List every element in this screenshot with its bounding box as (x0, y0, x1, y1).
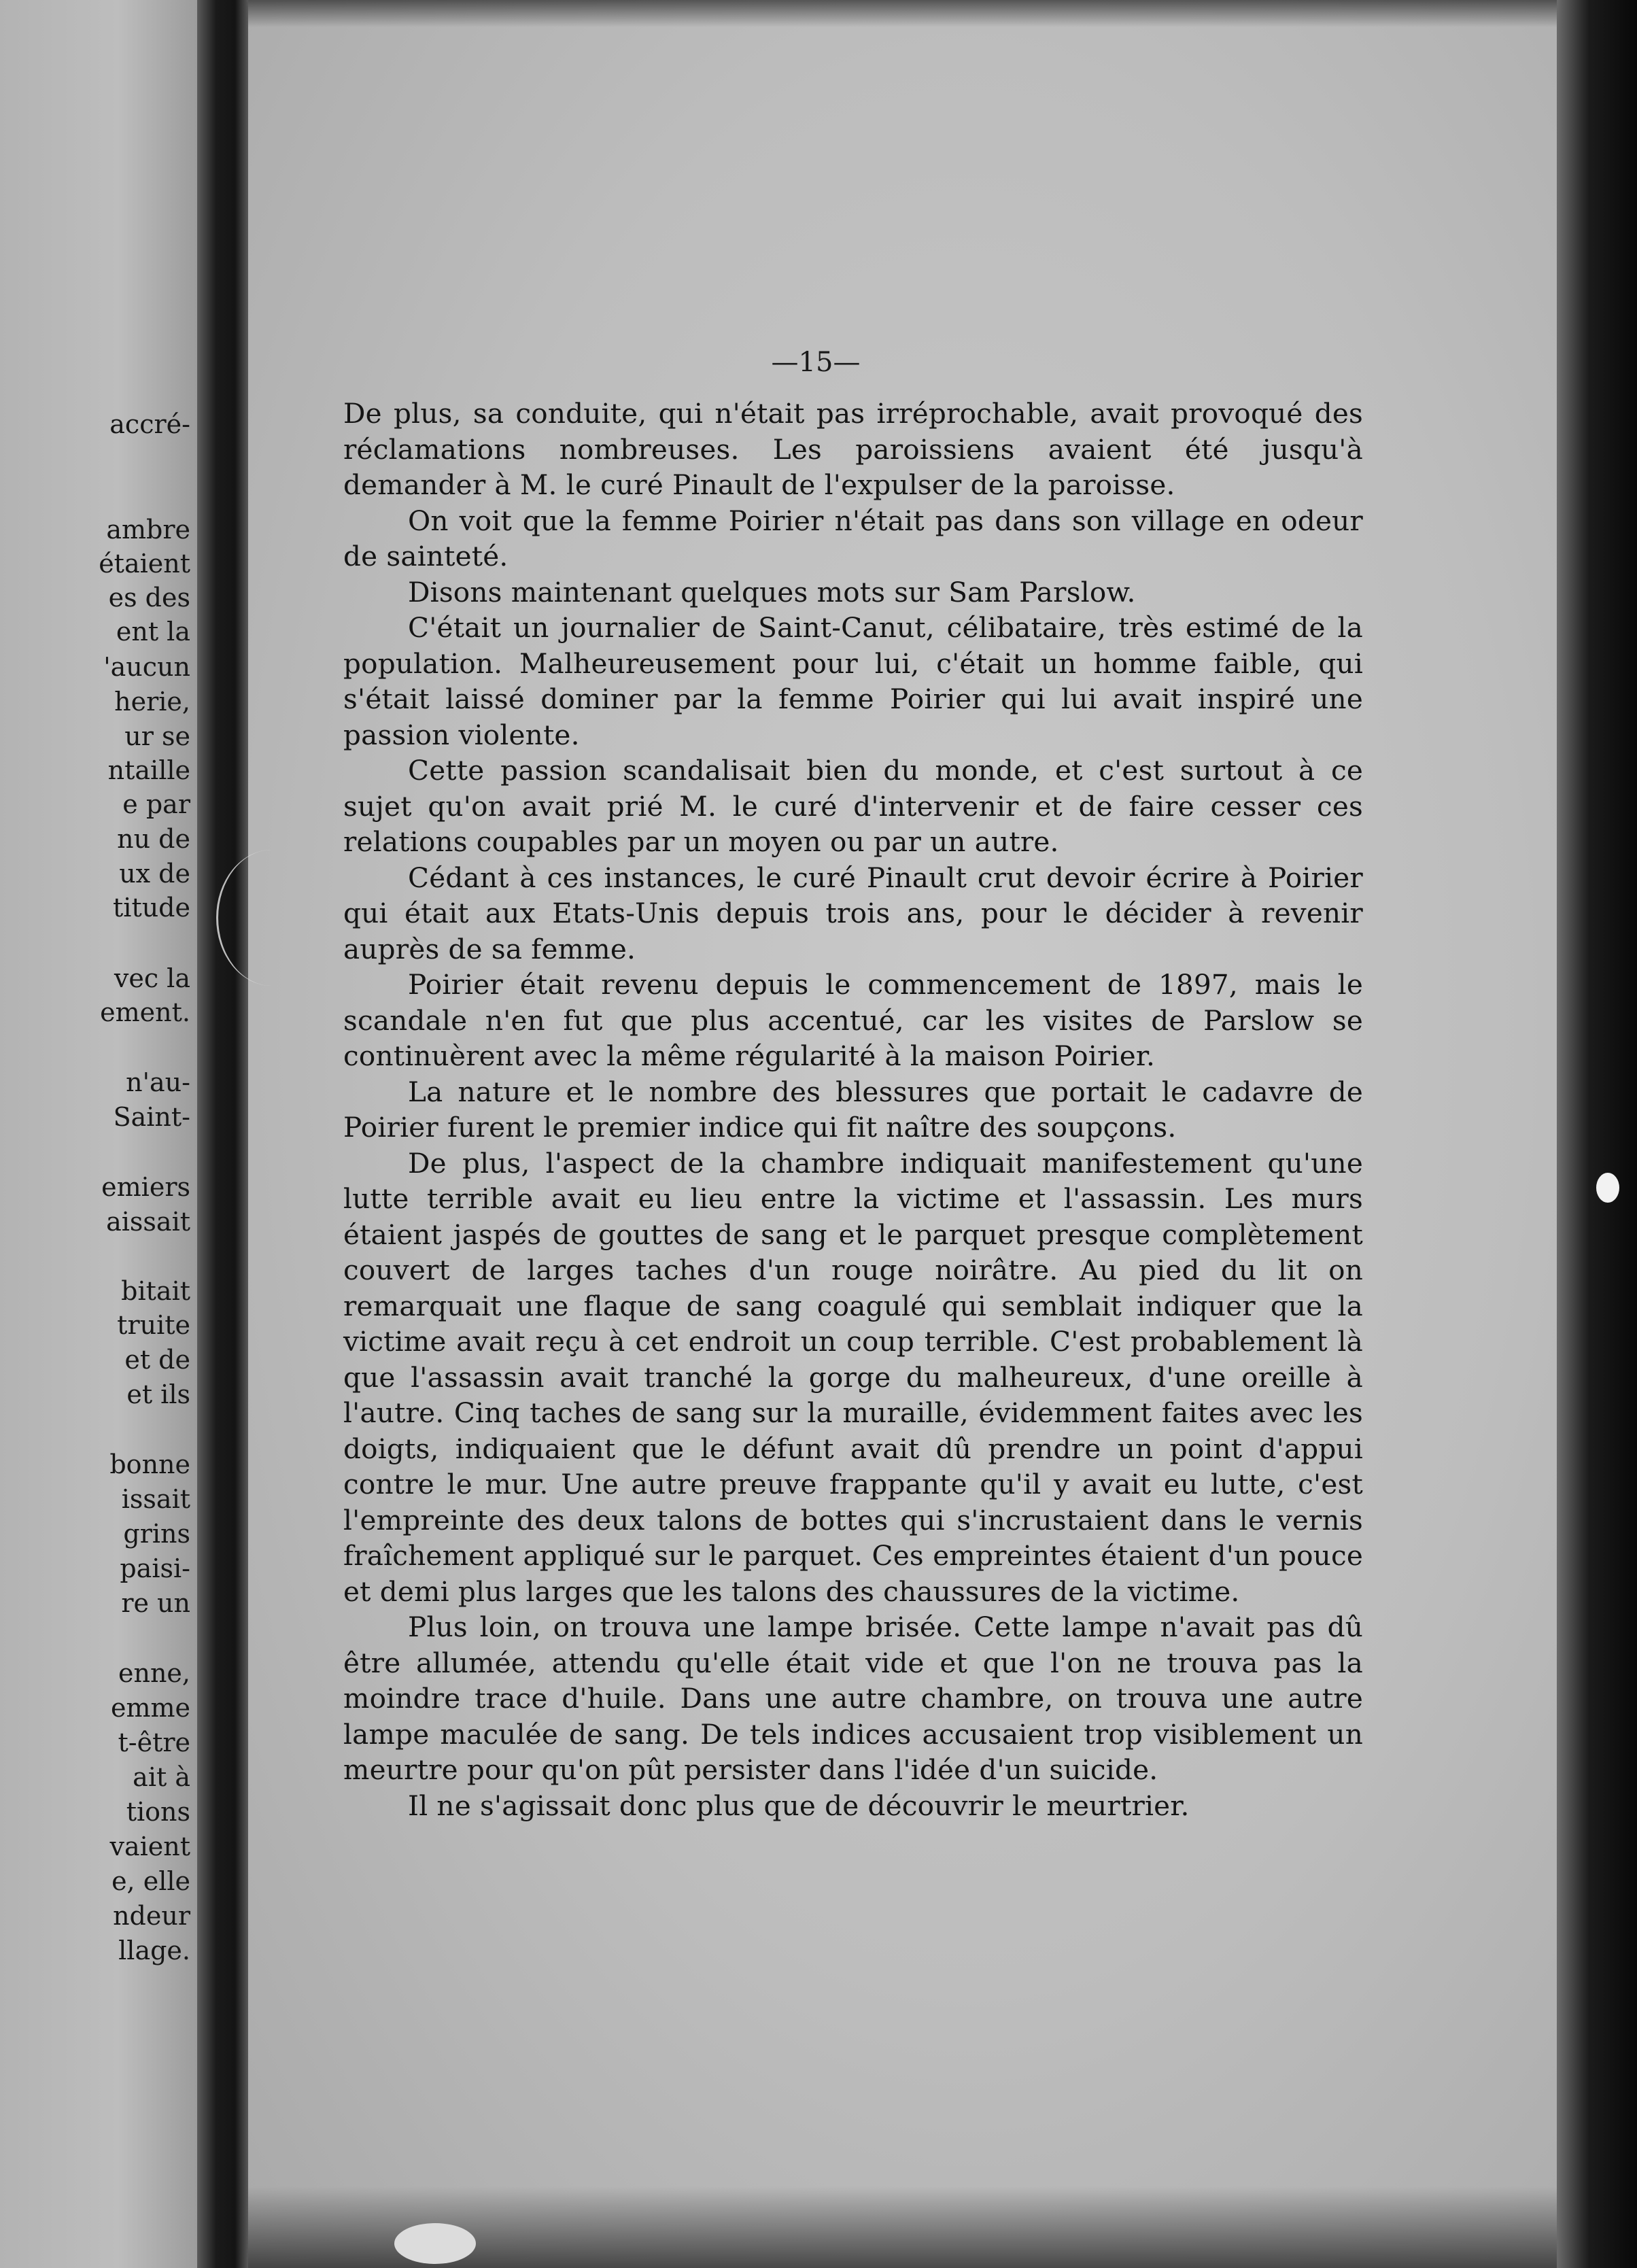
left-fragment: es des (108, 583, 190, 613)
paragraph: Disons maintenant quelques mots sur Sam Parslow. (408, 575, 1136, 608)
paper-blot (394, 2223, 476, 2264)
top-shadow (248, 0, 1557, 27)
left-fragment: Saint- (113, 1102, 190, 1132)
left-fragment: ent la (116, 617, 190, 647)
paragraph: On voit que la femme Poirier n'était pas dans son village en odeur de sainteté. (343, 504, 1363, 572)
left-fragment: ndeur (113, 1901, 190, 1931)
left-fragment: paisi- (120, 1553, 190, 1583)
paragraph: Poirier était revenu depuis le commencement de 1897, mais le scandale n'en fut que plus accentué, car les visites de Parslow se continuèrent avec la même régularité à la maison Poirier. (343, 968, 1363, 1072)
left-fragment: ur se (124, 721, 190, 751)
paragraph: C'était un journalier de Saint-Canut, célibataire, très estimé de la population. Malheureusement pour lui, c'était un homme faible, qui s'était laissé dominer par la femme Poirier qui lui avait inspiré une passion violente. (343, 611, 1363, 751)
paragraph: Cette passion scandalisait bien du monde, et c'est surtout à ce sujet qu'on avait prié M. le curé d'intervenir et de faire cesser ces relations coupables par un moyen ou par un autre. (343, 754, 1363, 858)
body-text (343, 396, 1363, 1823)
paragraph: De plus, sa conduite, qui n'était pas irréprochable, avait provoqué des réclamations nombreuses. Les paroissiens avaient été jusqu'à demander à M. le curé Pinault de l'expulser de la paroisse. (343, 397, 1363, 501)
left-fragment: accré- (109, 409, 190, 439)
book-gutter (197, 0, 252, 2268)
left-fragment: titude (113, 893, 190, 923)
left-fragment: ntaille (107, 755, 190, 785)
left-fragment: vaient (109, 1832, 190, 1861)
paragraph: Il ne s'agissait donc plus que de découvrir le meurtrier. (408, 1789, 1190, 1822)
paragraph: La nature et le nombre des blessures que portait le cadavre de Poirier furent le premier indice qui fit naître des soupçons. (343, 1075, 1363, 1144)
left-fragment: et de (124, 1345, 190, 1375)
paper-scratch (216, 850, 327, 986)
left-fragment: ement. (100, 997, 190, 1027)
left-fragment: truite (117, 1310, 190, 1340)
left-fragment: 'aucun (103, 652, 190, 682)
left-fragment: bonne (109, 1449, 190, 1479)
left-fragment: grins (123, 1519, 190, 1549)
left-fragment: bitait (121, 1276, 190, 1306)
paragraph: Cédant à ces instances, le curé Pinault crut devoir écrire à Poirier qui était aux Etats-Unis depuis trois ans, pour le décider à revenir auprès de sa femme. (343, 861, 1363, 965)
left-fragment: llage. (118, 1936, 190, 1965)
right-page-edge (1557, 0, 1637, 2268)
left-fragment: ambre (106, 515, 190, 545)
left-fragment: emiers (101, 1172, 190, 1202)
left-fragment: enne, (118, 1658, 190, 1688)
left-page-text (0, 0, 190, 2268)
page-number: —15— (771, 347, 861, 378)
left-fragment: nu de (117, 824, 190, 854)
left-fragment: t-être (118, 1728, 190, 1757)
left-fragment: emme (110, 1693, 190, 1723)
paragraph: De plus, l'aspect de la chambre indiquait manifestement qu'une lutte terrible avait eu lieu entre la victime et l'assassin. Les murs étaient jaspés de gouttes de sang et le parquet presque complètement couvert de larges taches d'un rouge noirâtre. Au pied du lit on remarquait une flaque de sang coagulé qui semblait indiquer que la victime avait reçu à cet endroit un coup terrible. C'est probablement là que l'assassin avait tranché la gorge du malheureux, d'une oreille à l'autre. Cinq taches de sang sur la muraille, évidemment faites avec les doigts, indiquaient que le défunt avait dû prendre un point d'appui contre le mur. Une autre preuve frappante qu'il y avait eu lutte, c'est l'empreinte des deux talons de bottes qui s'incrustaient dans le vernis fraîchement appliqué sur le parquet. Ces empreintes étaient d'un pouce et demi plus larges que les talons des chaussures de la victime. (343, 1146, 1363, 1608)
left-fragment: e par (122, 789, 190, 819)
left-fragment: herie, (114, 687, 190, 717)
left-fragment: et ils (126, 1379, 190, 1409)
paper-blot (1596, 1173, 1619, 1203)
left-fragment: ait à (133, 1762, 190, 1792)
left-fragment: étaient (99, 549, 190, 579)
left-fragment: e, elle (111, 1866, 190, 1896)
left-fragment: n'au- (126, 1067, 190, 1097)
left-fragment: aissait (106, 1207, 190, 1237)
left-fragment: tions (126, 1797, 190, 1827)
left-fragment: re un (121, 1588, 190, 1618)
left-fragment: ux de (119, 859, 190, 889)
left-fragment: vec la (114, 963, 190, 993)
left-fragment: issait (121, 1484, 190, 1514)
paragraph: Plus loin, on trouva une lampe brisée. Cette lampe n'avait pas dû être allumée, attendu qu'elle était vide et que l'on ne trouva pas la moindre trace d'huile. Dans une autre chambre, on trouva une autre lampe maculée de sang. De tels indices accusaient trop visiblement un meurtre pour qu'on pût persister dans l'idée d'un suicide. (343, 1611, 1363, 1786)
